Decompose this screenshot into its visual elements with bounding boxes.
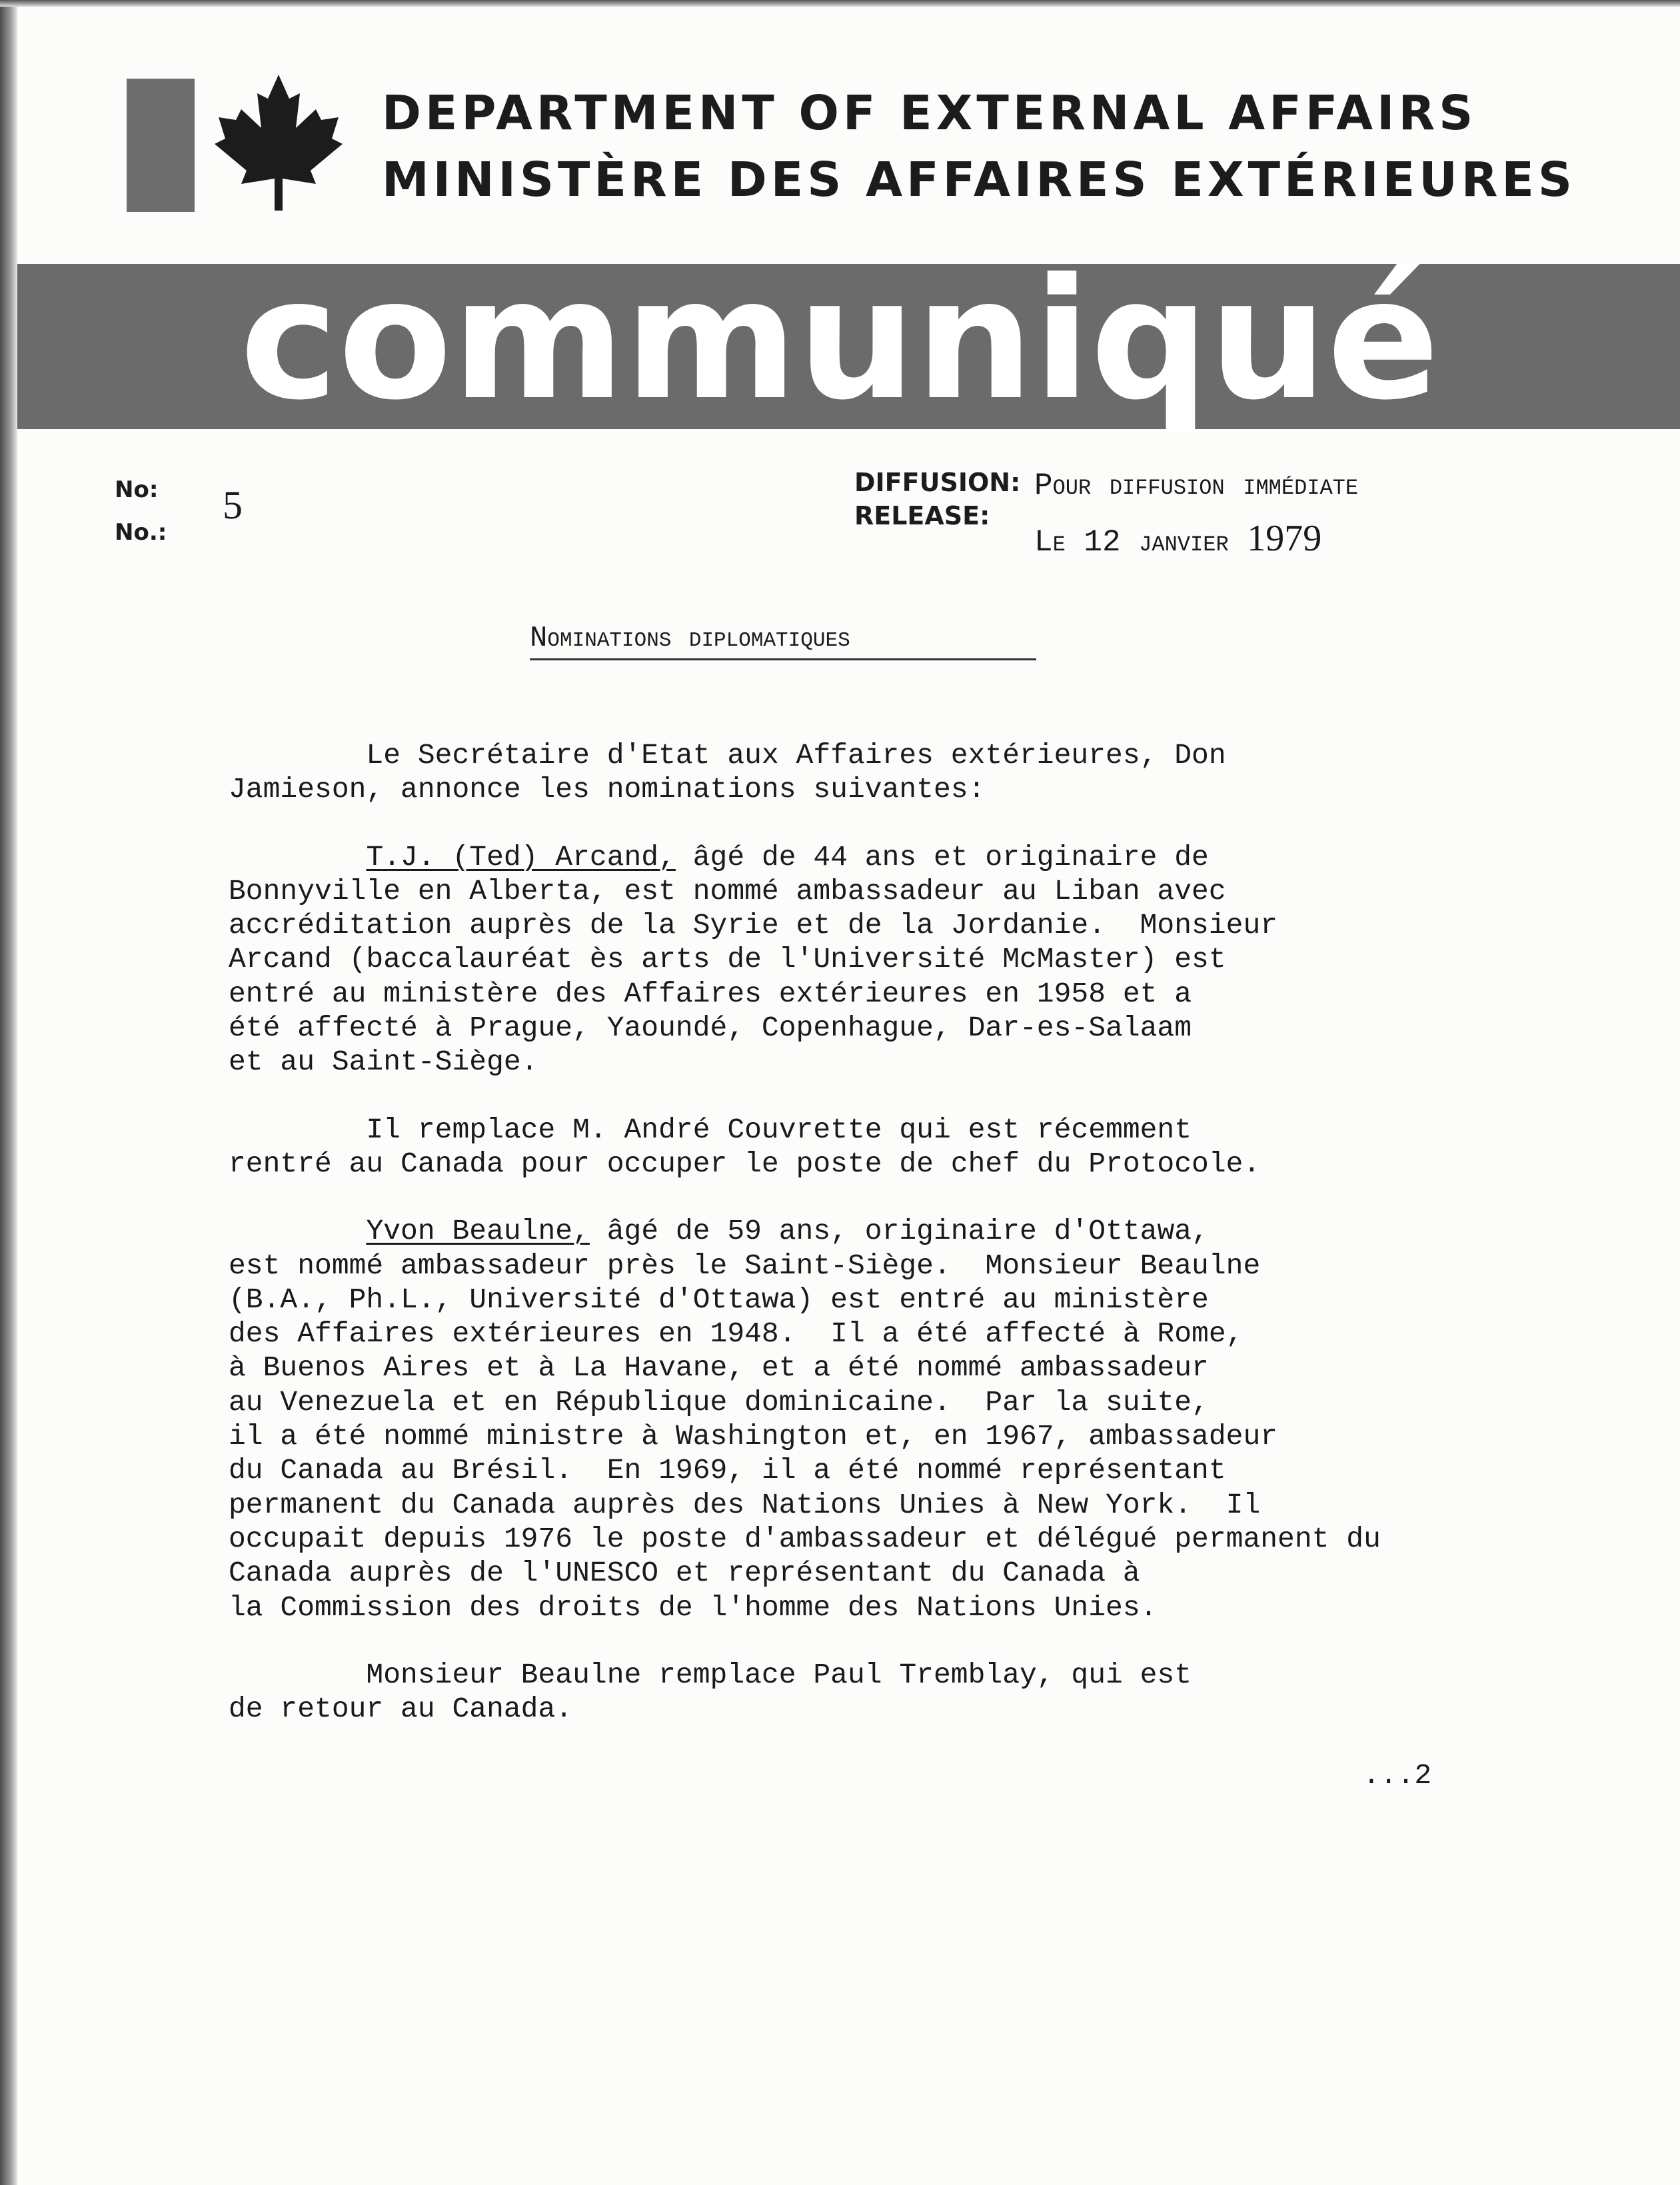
body-paragraph — [229, 1113, 1628, 1181]
maple-leaf-icon — [212, 72, 345, 213]
page-continuation: ...2 — [1363, 1759, 1432, 1792]
appointee-name: Yvon Beaulne, — [366, 1215, 590, 1248]
body-paragraph — [229, 738, 1628, 807]
diffusion-value: Pour diffusion immédiate — [1034, 468, 1359, 503]
appointee-name: T.J. (Ted) Arcand, — [366, 840, 676, 874]
release-year: 1979 — [1247, 518, 1322, 559]
paragraph-text: âgé de 44 ans et originaire de Bonnyville en Alberta, est nommé ambassadeur au Liban avec accréditation auprès de la Syrie et de la Jordanie. Monsieur Arcand (baccalauréat ès arts de l'Université McMaster) est entré au ministère des Affaires extérieures en 1958 et a été affecté à Prague, Yaoundé, Copenhague, Dar-es-Salaam et au Saint-Siège. — [229, 840, 1278, 1079]
paragraph-text: Monsieur Beaulne remplace Paul Tremblay, qui est de retour au Canada. — [229, 1658, 1192, 1726]
number-label-en: No.: — [115, 519, 167, 546]
banner-title — [233, 251, 1446, 450]
logo-bar — [127, 79, 195, 212]
diffusion-label: DIFFUSION: — [854, 468, 1021, 497]
scan-edge-top — [0, 0, 1680, 7]
department-name-fr: MINISTÈRE DES AFFAIRES EXTÉRIEURES — [382, 152, 1577, 207]
document-title: Nominations diplomatiques — [530, 622, 850, 655]
body-paragraph — [229, 1658, 1628, 1727]
number-label-fr: No: — [115, 476, 159, 503]
release-label: RELEASE: — [854, 501, 990, 530]
paragraph-text — [229, 1215, 366, 1247]
body-paragraph — [229, 1214, 1628, 1625]
title-underline — [530, 658, 1036, 660]
department-name-en: DEPARTMENT OF EXTERNAL AFFAIRS — [382, 85, 1477, 141]
banner-title-text: communiqué — [240, 251, 1439, 436]
paragraph-text: Le Secrétaire d'Etat aux Affaires extérieures, Don — [229, 739, 1226, 772]
body-paragraph — [229, 840, 1628, 1080]
paragraph-text: Il remplace M. André Couvrette qui est récemment rentré au Canada pour occuper le poste de chef du Protocole. — [229, 1113, 1261, 1180]
communique-number: 5 — [223, 483, 243, 527]
release-date-prefix: Le 12 janvier — [1034, 525, 1229, 560]
release-date — [1034, 520, 1321, 558]
paragraph-text: âgé de 59 ans, originaire d'Ottawa, est nommé ambassadeur près le Saint-Siège. Monsieur Beaulne (B.A., Ph.L., Université d'Ottawa) est entré au ministère des Affaires extérieures en 1948. Il a été affecté à Rome, à Buenos Aires et à La Havane, et a été nommé ambassadeur au Venezuela et en République dominicaine. Par la suite, il a été nommé ministre à Washington et, en 1967, ambassadeur du Canada au Brésil. En 1969, il a été nommé représentant permanent du Canada auprès des Nations Unies à New York. Il occupait depuis 1976 le poste d'ambassadeur et délégué permanent du Canada auprès de l'UNESCO et représentant du Canada à la Commission des droits de l'homme des Nations Unies. — [229, 1215, 1381, 1624]
paragraph-text — [229, 841, 366, 874]
document-body — [229, 738, 1628, 1759]
paragraph-text: Jamieson, annonce les nominations suivantes: — [229, 773, 986, 806]
scan-edge-left — [0, 0, 17, 2185]
